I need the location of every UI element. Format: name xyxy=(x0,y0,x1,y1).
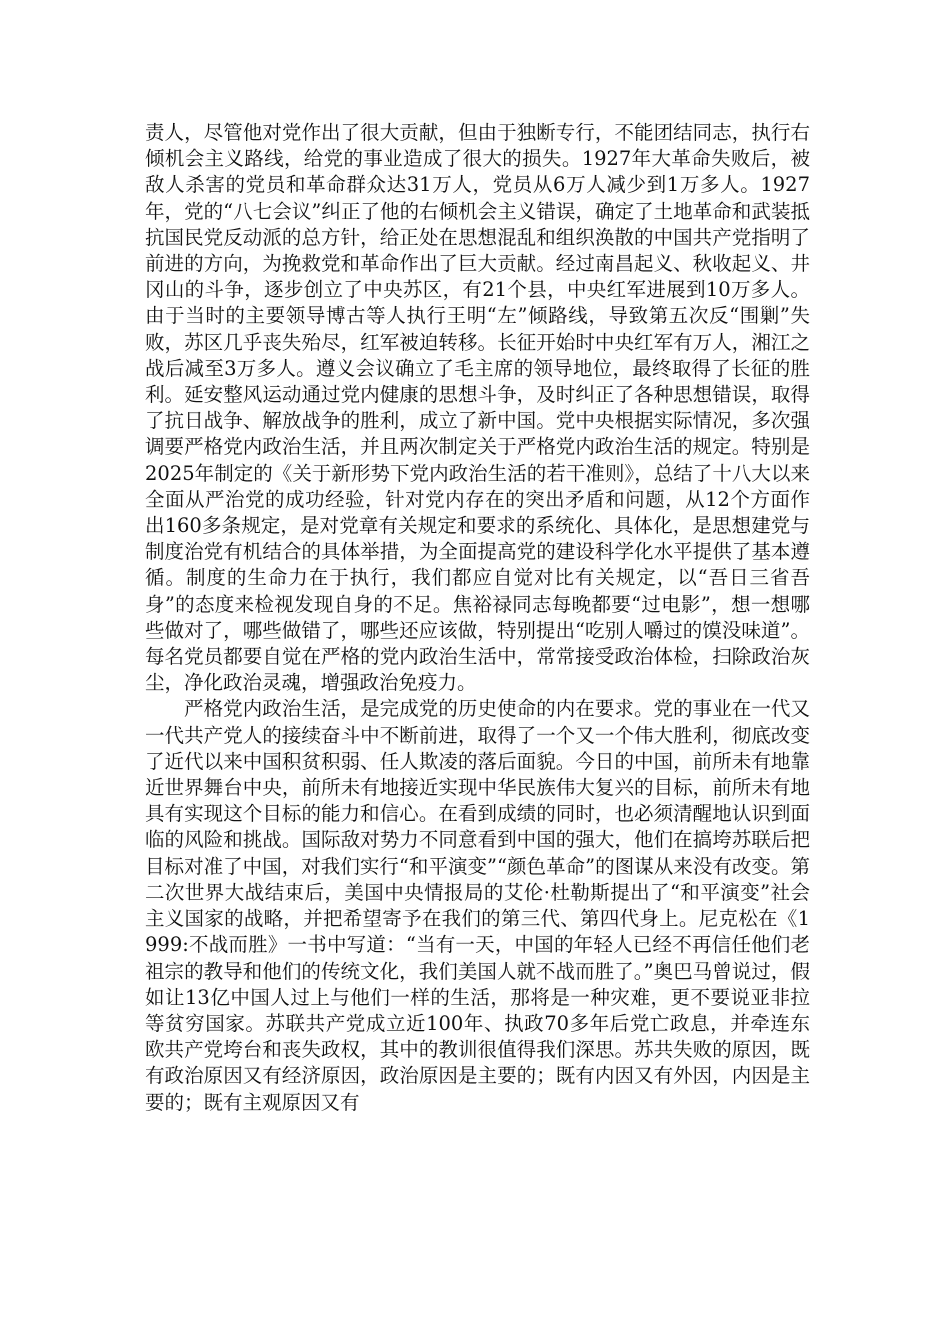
body-paragraph-2: 严格党内政治生活，是完成党的历史使命的内在要求。党的事业在一代又一代共产党人的接续奋斗中不断前进，取得了一个又一个伟大胜利，彻底改变了近代以来中国积贫积弱、任人欺凌的落后面貌。今日的中国，前所未有地靠近世界舞台中央，前所未有地接近实现中华民族伟大复兴的目标，前所未有地具有实现这个目标的能力和信心。在看到成绩的同时，也必须清醒地认识到面临的风险和挑战。国际敌对势力不同意看到中国的强大，他们在搞垮苏联后把目标对准了中国，对我们实行“和平演变”“颜色革命”的图谋从来没有改变。第二次世界大战结束后，美国中央情报局的艾伦·杜勒斯提出了“和平演变”社会主义国家的战略，并把希望寄予在我们的第三代、第四代身上。尼克松在《1999:不战而胜》一书中写道：“当有一天，中国的年轻人已经不再信任他们老祖宗的教导和他们的传统文化，我们美国人就不战而胜了。”奥巴马曾说过，假如让13亿中国人过上与他们一样的生活，那将是一种灾难，更不要说亚非拉等贫穷国家。苏联共产党成立近100年、执政70多年后党亡政息，并牵连东欧共产党垮台和丧失政权，其中的教训很值得我们深思。苏共失败的原因，既有政治原因又有经济原因，政治原因是主要的；既有内因又有外因，内因是主要的；既有主观原因又有 xyxy=(145,697,810,1114)
document-page xyxy=(145,120,810,1116)
body-paragraph-1: 责人，尽管他对党作出了很大贡献，但由于独断专行，不能团结同志，执行右倾机会主义路线，给党的事业造成了很大的损失。1927年大革命失败后，被敌人杀害的党员和革命群众达31万人，党员从6万人减少到1万多人。1927年，党的“八七会议”纠正了他的右倾机会主义错误，确定了土地革命和武装抵抗国民党反动派的总方针，给正处在思想混乱和组织涣散的中国共产党指明了前进的方向，为挽救党和革命作出了巨大贡献。经过南昌起义、秋收起义、井冈山的斗争，逐步创立了中央苏区，有21个县，中央红军进展到10万多人。由于当时的主要领导博古等人执行王明“左”倾路线，导致第五次反“围剿”失败，苏区几乎丧失殆尽，红军被迫转移。长征开始时中央红军有万人，湘江之战后减至3万多人。遵义会议确立了毛主席的领导地位，最终取得了长征的胜利。延安整风运动通过党内健康的思想斗争，及时纠正了各种思想错误，取得了抗日战争、解放战争的胜利，成立了新中国。党中央根据实际情况，多次强调要严格党内政治生活，并且两次制定关于严格党内政治生活的规定。特别是2025年制定的《关于新形势下党内政治生活的若干准则》，总结了十八大以来全面从严治党的成功经验，针对党内存在的突出矛盾和问题，从12个方面作出160多条规定，是对党章有关规定和要求的系统化、具体化，是思想建党与制度治党有机结合的具体举措，为全面提高党的建设科学化水平提供了基本遵循。制度的生命力在于执行，我们都应自觉对比有关规定，以“吾日三省吾身”的态度来检视发现自身的不足。焦裕禄同志每晚都要“过电影”，想一想哪些做对了，哪些做错了，哪些还应该做，特别提出“吃别人嚼过的馍没味道”。每名党员都要自觉在严格的党内政治生活中，常常接受政治体检，扫除政治灰尘，净化政治灵魂，增强政治免疫力。 xyxy=(145,121,810,695)
